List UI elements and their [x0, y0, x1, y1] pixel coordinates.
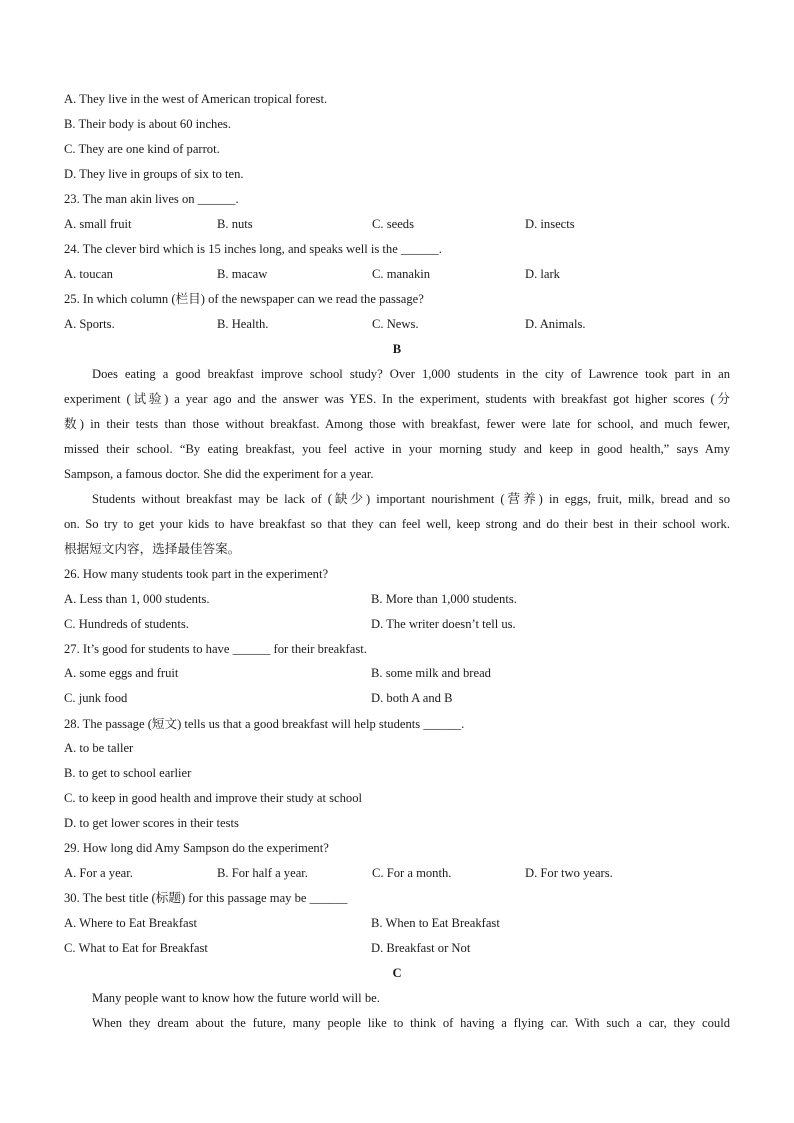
- q30-options-row-1: [64, 913, 730, 933]
- passage-b-para2-line-2: on. So try to get your kids to have breakfast so that they can feel well, keep strong and do their best in their school work.: [64, 517, 730, 531]
- passage-b-line-3: 数) in their tests than those without breakfast. Among those with breakfast, fewer were late for school, and much fewer,: [64, 417, 730, 431]
- q26-options-row-2: [64, 614, 730, 634]
- q23-option-a: A. small fruit: [64, 217, 132, 231]
- q27-option-b: B. some milk and bread: [371, 666, 491, 680]
- q24-option-d: D. lark: [525, 267, 560, 281]
- q26-question: 26. How many students took part in the experiment?: [64, 567, 329, 581]
- passage-b-para2-line-1: Students without breakfast may be lack of (缺少) important nourishment (营养) in eggs, fruit, milk, bread and so: [92, 492, 730, 506]
- section-heading-b: B: [392, 342, 402, 356]
- q24-options: [64, 264, 730, 284]
- q25-option-b: B. Health.: [217, 317, 269, 331]
- q23-question: 23. The man akin lives on ______.: [64, 192, 239, 206]
- q28-option-b: B. to get to school earlier: [64, 766, 192, 780]
- q29-option-d: D. For two years.: [525, 866, 613, 880]
- q30-option-b: B. When to Eat Breakfast: [371, 916, 500, 930]
- q22-option-c: C. They are one kind of parrot.: [64, 142, 220, 156]
- q30-option-a: A. Where to Eat Breakfast: [64, 916, 197, 930]
- q30-option-c: C. What to Eat for Breakfast: [64, 941, 208, 955]
- q25-option-d: D. Animals.: [525, 317, 586, 331]
- q23-option-d: D. insects: [525, 217, 575, 231]
- q27-option-c: C. junk food: [64, 691, 128, 705]
- q30-option-d: D. Breakfast or Not: [371, 941, 471, 955]
- instruction: 根据短文内容，选择最佳答案。: [64, 542, 241, 556]
- q30-question: 30. The best title (标题) for this passage may be ______: [64, 891, 348, 905]
- q29-option-c: C. For a month.: [372, 866, 452, 880]
- q29-option-b: B. For half a year.: [217, 866, 308, 880]
- q22-option-d: D. They live in groups of six to ten.: [64, 167, 244, 181]
- q28-option-a: A. to be taller: [64, 741, 134, 755]
- passage-b-line-1: Does eating a good breakfast improve school study? Over 1,000 students in the city of Lawrence took part in an: [92, 367, 730, 381]
- q28-question: 28. The passage (短文) tells us that a good breakfast will help students ______.: [64, 717, 465, 731]
- q27-options-row-2: [64, 688, 730, 708]
- q25-option-c: C. News.: [372, 317, 419, 331]
- passage-c-line-1: Many people want to know how the future world will be.: [92, 991, 380, 1005]
- q24-option-c: C. manakin: [372, 267, 431, 281]
- q24-option-b: B. macaw: [217, 267, 268, 281]
- q23-option-b: B. nuts: [217, 217, 253, 231]
- q22-option-a: A. They live in the west of American tropical forest.: [64, 92, 328, 106]
- q29-question: 29. How long did Amy Sampson do the experiment?: [64, 841, 329, 855]
- q22-option-b: B. Their body is about 60 inches.: [64, 117, 231, 131]
- q30-options-row-2: [64, 938, 730, 958]
- q26-option-a: A. Less than 1, 000 students.: [64, 592, 210, 606]
- q26-option-b: B. More than 1,000 students.: [371, 592, 517, 606]
- q29-options: [64, 863, 730, 883]
- q23-option-c: C. seeds: [372, 217, 414, 231]
- passage-b-line-2: experiment (试验) a year ago and the answer was YES. In the experiment, students with breakfast got higher scores (分: [64, 392, 730, 406]
- q26-option-d: D. The writer doesn’t tell us.: [371, 617, 516, 631]
- q25-option-a: A. Sports.: [64, 317, 115, 331]
- q28-option-d: D. to get lower scores in their tests: [64, 816, 239, 830]
- q24-option-a: A. toucan: [64, 267, 113, 281]
- q29-option-a: A. For a year.: [64, 866, 133, 880]
- q27-option-a: A. some eggs and fruit: [64, 666, 179, 680]
- q27-option-d: D. both A and B: [371, 691, 453, 705]
- q27-question: 27. It’s good for students to have ______ for their breakfast.: [64, 642, 367, 656]
- q28-option-c: C. to keep in good health and improve their study at school: [64, 791, 362, 805]
- q25-options: [64, 314, 730, 334]
- q25-question: 25. In which column (栏目) of the newspaper can we read the passage?: [64, 292, 424, 306]
- q26-options-row-1: [64, 589, 730, 609]
- passage-c-line-2: When they dream about the future, many people like to think of having a flying car. With such a car, they could: [92, 1016, 730, 1030]
- q24-question: 24. The clever bird which is 15 inches long, and speaks well is the ______.: [64, 242, 442, 256]
- q23-options: [64, 214, 730, 234]
- q26-option-c: C. Hundreds of students.: [64, 617, 189, 631]
- passage-b-line-5: Sampson, a famous doctor. She did the experiment for a year.: [64, 467, 374, 481]
- q27-options-row-1: [64, 663, 730, 683]
- section-heading-c: C: [392, 966, 402, 980]
- passage-b-line-4: missed their school. “By eating breakfast, you feel active in your morning study and keep in good health,” says Amy: [64, 442, 730, 456]
